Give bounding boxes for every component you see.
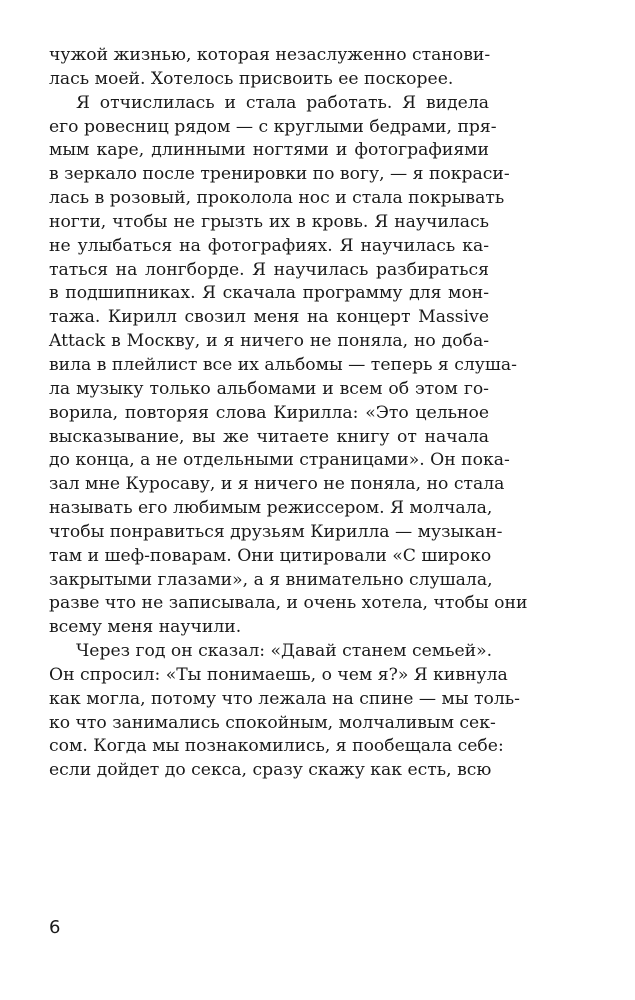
- book-page-text: [49, 44, 528, 783]
- text-line: лась в розовый, проколола нос и стала покрывать: [49, 188, 505, 209]
- text-line: ворила, повторяя слова Кирилла: «Это цельное: [49, 402, 489, 423]
- text-line: называть его любимым режиссером. Я молчала,: [49, 498, 493, 519]
- text-line: ко что занимались спокойным, молчаливым сек-: [49, 712, 496, 733]
- text-line: всему меня научили.: [49, 617, 242, 638]
- text-line: в подшипниках. Я скачала программу для мон-: [49, 283, 489, 304]
- text-line: если дойдет до секса, сразу скажу как есть, всю: [49, 760, 492, 781]
- text-line: разве что не записывала, и очень хотела, чтобы они: [49, 593, 528, 614]
- text-line: его ровесниц рядом — с круглыми бедрами, пря-: [49, 116, 497, 137]
- text-line: вила в плейлист все их альбомы — теперь я слуша-: [49, 354, 517, 375]
- text-line: высказывание, вы же читаете книгу от начала: [49, 426, 489, 447]
- text-line: чужой жизнью, которая незаслуженно станови-: [49, 45, 491, 65]
- text-line: лась моей. Хотелось присвоить ее поскорее.: [49, 68, 454, 89]
- text-line: ла музыку только альбомами и всем об этом го-: [49, 378, 489, 399]
- page-number: 6: [49, 917, 61, 938]
- text-line: таться на лонгборде. Я научилась разбираться: [49, 259, 489, 280]
- text-line: Я отчислилась и стала работать. Я видела: [76, 92, 489, 113]
- text-line: там и шеф-поварам. Они цитировали «С широко: [49, 545, 492, 566]
- text-line: Attack в Москву, и я ничего не поняла, но доба-: [49, 331, 489, 352]
- text-line: зал мне Куросаву, и я ничего не поняла, но стала: [49, 474, 505, 495]
- text-line: тажа. Кирилл свозил меня на концерт Massive: [49, 307, 489, 328]
- text-line: до конца, а не отдельными страницами». Он пока-: [49, 450, 510, 471]
- text-line: чтобы понравиться друзьям Кирилла — музыкан-: [49, 521, 503, 542]
- text-line: сом. Когда мы познакомились, я пообещала себе:: [49, 736, 504, 757]
- text-line: не улыбаться на фотографиях. Я научилась ка-: [49, 235, 489, 256]
- text-line: закрытыми глазами», а я внимательно слушала,: [49, 569, 493, 590]
- text-line: мым каре, длинными ногтями и фотографиями: [49, 140, 489, 161]
- text-line: Он спросил: «Ты понимаешь, о чем я?» Я кивнула: [49, 664, 508, 685]
- text-line: как могла, потому что лежала на спине — мы толь-: [49, 688, 520, 709]
- text-line: в зеркало после тренировки по вогу, — я покраси-: [49, 164, 510, 185]
- text-line: ногти, чтобы не грызть их в кровь. Я научилась: [49, 211, 489, 232]
- text-line: Через год он сказал: «Давай станем семьей».: [76, 641, 493, 662]
